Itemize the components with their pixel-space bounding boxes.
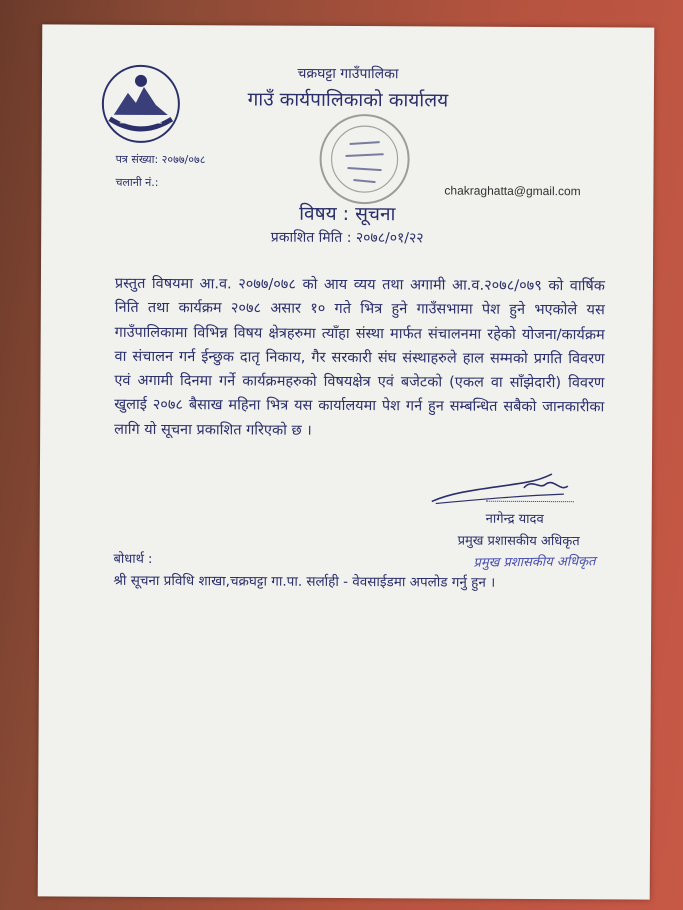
signature-icon [428,469,578,510]
signatory-title: प्रमुख प्रशासकीय अधिकृत [457,533,580,550]
office-title: गाउँ कार्यपालिकाको कार्यालय [247,88,449,112]
notice-body: प्रस्तुत विषयमा आ.व. २०७७/०७८ को आय व्यय तथा अगामी आ.व.२०७८/०७९ को वार्षिक निति तथा कार्यक्रम २०७८ असार १० गते भित्र हुने गाउँसभामा पेश हुने भएकोले यस गाउँपालिकामा विभिन्न विषय क्षेत्रहरुमा त्याँहा संस्था मार्फत संचालनमा रहेको योजना/कार्यक्रम वा संचालन गर्न ईन्छुक दातृ निकाय, गैर सरकारी संघ संस्थाहरुले हाल सम्मको प्रगति विवरण एवं अगामी दिनमा गर्ने कार्यक्रमहरुको विषयक्षेत्र एवं बजेटको (एकल वा साँझेदारी) विवरण खुलाई २०७८ बैसाख महिना भित्र यस कार्यालयमा पेश गर्न हुन सम्बन्धित सबैको जानकारीका लागि यो सूचना प्रकाशित गरिएको छ । [114,275,605,439]
office-stamp-icon [309,104,420,215]
notice-document [38,24,655,899]
cc-text: श्री सूचना प्रविधि शाखा,चक्रघट्टा गा.पा. सर्लाही - वेवसाईडमा अपलोड गर्नु हुन । [113,572,496,591]
signatory-name: नागेन्द्र यादव [485,511,544,528]
notice-subject: विषय : सूचना [299,202,396,226]
office-subtitle: चक्रघट्टा गाउँपालिका [297,65,399,83]
dispatch-number: चलानी नं.: [115,175,159,190]
office-email: chakraghatta@gmail.com [444,183,581,199]
designation-stamp: प्रमुख प्रशासकीय अधिकृत [473,554,596,571]
published-date: प्रकाशित मिति : २०७८/०१/२२ [270,229,424,247]
cc-label: बोधार्थ : [113,551,153,567]
letter-number: पत्र संख्या: २०७७/०७८ [115,152,206,167]
